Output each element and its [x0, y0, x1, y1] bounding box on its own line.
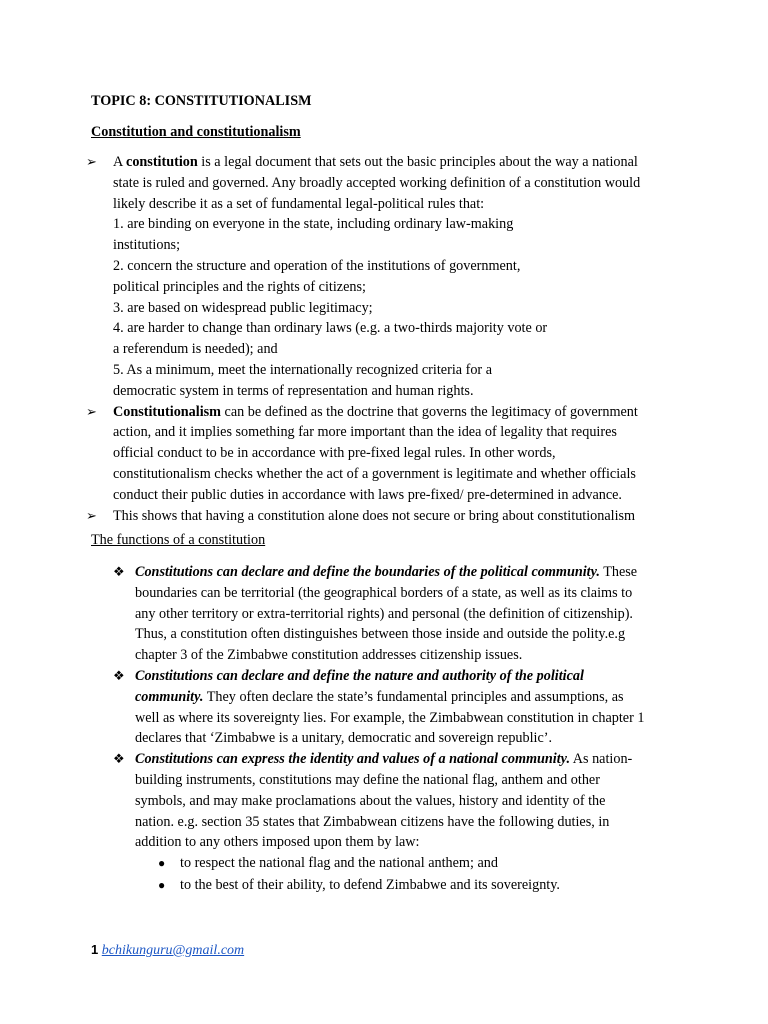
term-constitutionalism: Constitutionalism: [113, 403, 221, 420]
function-lead: community.: [135, 688, 204, 705]
function-lead: Constitutions can declare and define the boundaries of the political community.: [135, 564, 600, 580]
term-constitution: constitution: [126, 154, 198, 170]
arrow-bullet-icon: ➢: [86, 507, 97, 523]
page-number: 1: [91, 942, 99, 957]
diamond-bullet-icon: ❖: [113, 667, 125, 683]
text-line: symbols, and may make proclamations about the values, history and identity of the: [135, 792, 606, 809]
text-line: conduct their public duties in accordance with laws pre-fixed/ pre-determined in advance.: [113, 486, 622, 503]
text-line: Constitutions can express the identity and values of a national community. As nation-: [135, 751, 633, 768]
text-line: boundaries can be territorial (the geographical borders of a state, as well as its claims to: [135, 584, 633, 601]
text-line: democratic system in terms of representation and human rights.: [113, 382, 474, 399]
diamond-bullet-item: [0, 749, 695, 853]
arrow-bullet-item: [0, 506, 688, 527]
text-line: any other territory or extra-territorial rights) and personal (the definition of citizenship).: [135, 605, 633, 622]
sub-bullet-text: to the best of their ability, to defend Zimbabwe and its sovereignty.: [180, 876, 560, 893]
text-line: This shows that having a constitution alone does not secure or bring about constitutionalism: [113, 507, 636, 524]
page-footer: [91, 942, 244, 959]
section-heading-constitution: Constitution and constitutionalism: [91, 124, 301, 140]
text-line: community. They often declare the state’s fundamental principles and assumptions, as: [135, 688, 624, 705]
numbered-point: 3. are based on widespread public legitimacy;: [113, 299, 373, 316]
text-line: building instruments, constitutions may define the national flag, anthem and other: [135, 771, 600, 788]
numbered-point: 2. concern the structure and operation of the institutions of government,: [113, 257, 521, 274]
arrow-bullet-icon: ➢: [86, 154, 97, 169]
text-line: Constitutionalism can be defined as the doctrine that governs the legitimacy of government: [113, 403, 638, 420]
arrow-bullet-icon: ➢: [86, 403, 97, 419]
constitution-definitions: [0, 152, 768, 526]
section-heading-functions: The functions of a constitution: [91, 532, 266, 548]
text-line: declares that ‘Zimbabwe is a unitary, democratic and sovereign republic’.: [135, 730, 553, 747]
diamond-bullet-icon: ❖: [113, 564, 125, 579]
dot-bullet-icon: ●: [158, 856, 166, 871]
sub-bullet-text: to respect the national flag and the national anthem; and: [180, 855, 498, 872]
text-line: political principles and the rights of citizens;: [113, 278, 366, 295]
text-line: official conduct to be in accordance with pre-fixed legal rules. In other words,: [113, 445, 556, 462]
text-line: nation. e.g. section 35 states that Zimbabwean citizens have the following duties, in: [135, 813, 610, 830]
text-line: constitutionalism checks whether the act of a government is legitimate and whether officials: [113, 465, 636, 482]
diamond-bullet-item: [0, 562, 695, 666]
dot-bullet-icon: ●: [158, 877, 166, 892]
function-lead: Constitutions can express the identity and values of a national community.: [135, 751, 571, 768]
text-line: A constitution is a legal document that sets out the basic principles about the way a national: [113, 154, 638, 170]
text-line: Constitutions can declare and define the boundaries of the political community. These: [135, 564, 638, 580]
text-line: action, and it implies something far more important than the idea of legality that requires: [113, 424, 617, 441]
text-line: addition to any others imposed upon them by law:: [135, 834, 420, 851]
text-line: [135, 666, 695, 687]
function-lead: Constitutions can declare and define the nature and authority of the political: [135, 667, 584, 684]
text-line: a referendum is needed); and: [113, 341, 278, 358]
page-title: TOPIC 8: CONSTITUTIONALISM: [91, 93, 312, 109]
arrow-bullet-item: [0, 402, 688, 506]
text-line: institutions;: [113, 237, 181, 254]
email-link[interactable]: bchikunguru@gmail.com: [101, 943, 245, 958]
arrow-bullet-item: [0, 152, 688, 402]
constitution-functions: [0, 562, 768, 896]
numbered-point: 4. are harder to change than ordinary laws (e.g. a two-thirds majority vote or: [113, 320, 548, 337]
sub-bullet-item: [0, 853, 768, 875]
text-line: likely describe it as a set of fundamental legal-political rules that:: [113, 195, 485, 212]
diamond-bullet-item: [0, 666, 695, 749]
text-line: chapter 3 of the Zimbabwe constitution addresses citizenship issues.: [135, 647, 523, 664]
text-line: Thus, a constitution often distinguishes between those inside and outside the polity.e.g: [135, 626, 626, 643]
text-line: state is ruled and governed. Any broadly accepted working definition of a constitution would: [113, 174, 641, 191]
numbered-point: 5. As a minimum, meet the internationally recognized criteria for a: [113, 361, 492, 378]
diamond-bullet-icon: ❖: [113, 751, 125, 767]
numbered-point: 1. are binding on everyone in the state, including ordinary law-making: [113, 216, 514, 233]
sub-bullet-item: [0, 875, 768, 897]
text-line: well as where its sovereignty lies. For example, the Zimbabwean constitution in chapter 1: [135, 709, 645, 726]
